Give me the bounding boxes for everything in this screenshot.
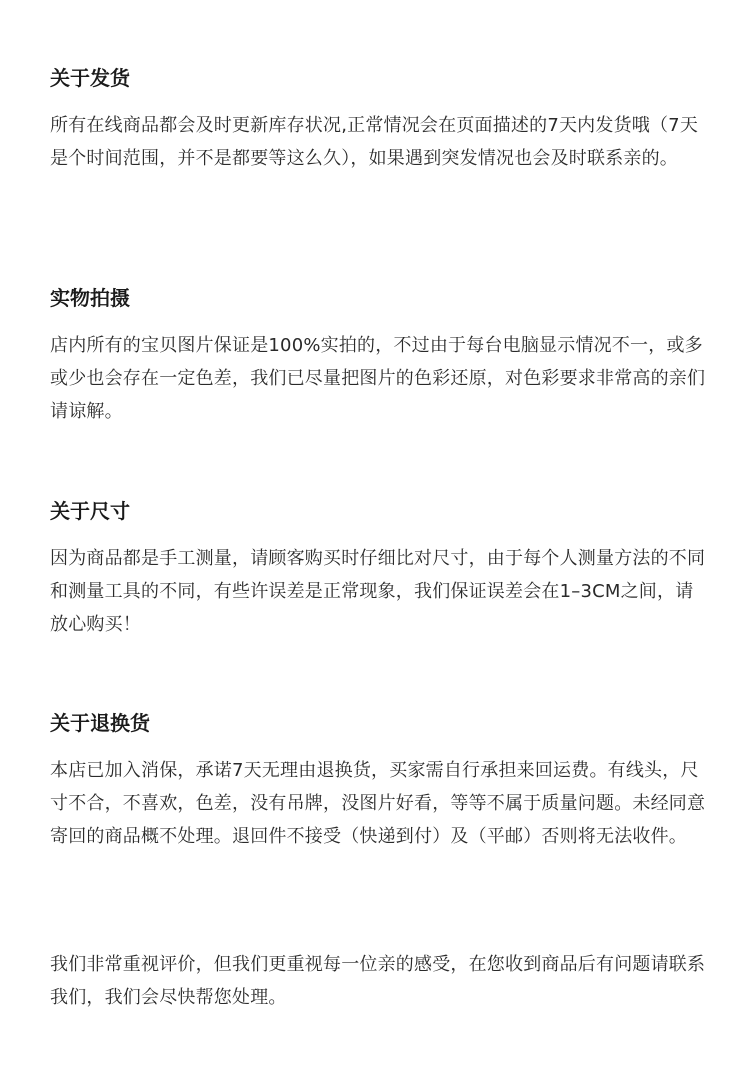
photo-section [50,284,710,428]
closing-note: 我们非常重视评价，但我们更重视每一位亲的感受，在您收到商品后有问题请联系我们，我们会尽快帮您处理。 [50,954,706,1008]
photo-body: 店内所有的宝贝图片保证是100%实拍的，不过由于每台电脑显示情况不一，或多或少也会存在一定色差，我们已尽量把图片的色彩还原，对色彩要求非常高的亲们请谅解。 [50,335,706,422]
size-title: 关于尺寸 [50,499,130,523]
shipping-body: 所有在线商品都会及时更新库存状况,正常情况会在页面描述的7天内发货哦（7天是个时间范围，并不是都要等这么久），如果遇到突发情况也会及时联系亲的。 [50,115,699,169]
returns-section [50,709,710,853]
size-body: 因为商品都是手工测量，请顾客购买时仔细比对尺寸，由于每个人测量方法的不同和测量工具的不同，有些许误差是正常现象，我们保证误差会在1–3CM之间，请放心购买！ [50,548,706,635]
size-section [50,497,710,641]
shipping-section [50,64,710,175]
shipping-title: 关于发货 [50,66,130,90]
photo-title: 实物拍摄 [50,286,130,310]
returns-body: 本店已加入消保，承诺7天无理由退换货，买家需自行承担来回运费。有线头，尺寸不合，不喜欢，色差，没有吊牌，没图片好看，等等不属于质量问题。未经同意寄回的商品概不处理。退回件不接受（快递到付）及（平邮）否则将无法收件。 [50,760,706,847]
returns-title: 关于退换货 [50,711,150,735]
